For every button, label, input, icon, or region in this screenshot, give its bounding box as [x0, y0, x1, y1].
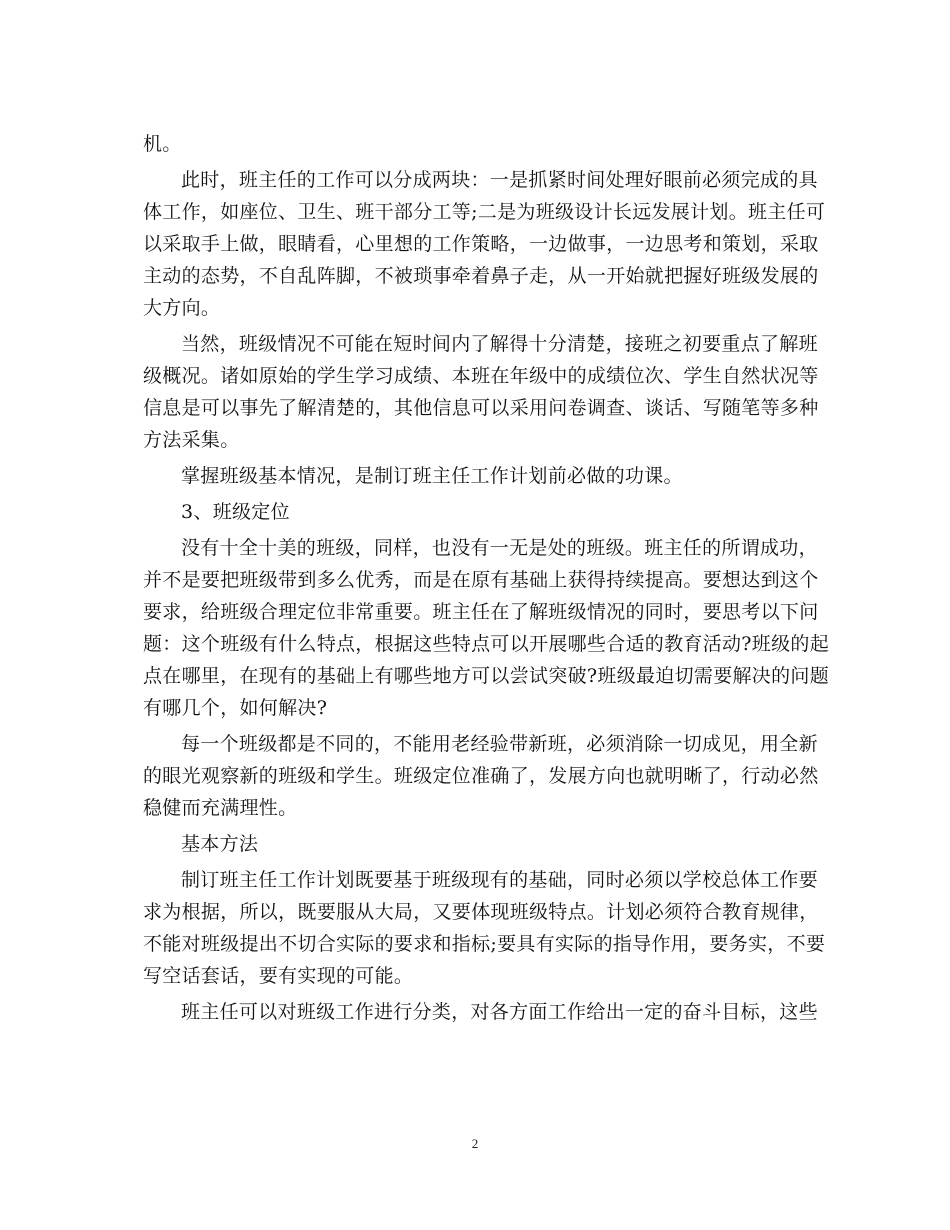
text-line: 题：这个班级有什么特点，根据这些特点可以开展哪些合适的教育活动?班级的起 — [143, 633, 829, 655]
text-line: 掌握班级基本情况，是制订班主任工作计划前必做的功课。 — [181, 465, 683, 487]
text-line: 求为根据，所以，既要服从大局，又要体现班级特点。计划必须符合教育规律， — [143, 901, 819, 923]
text-line: 当然，班级情况不可能在短时间内了解得十分清楚，接班之初要重点了解班 — [181, 333, 818, 355]
paragraph — [143, 728, 819, 824]
text-line: 的眼光观察新的班级和学生。班级定位准确了，发展方向也就明晰了，行动必然 — [143, 765, 819, 787]
text-line: 级概况。诸如原始的学生学习成绩、本班在年级中的成绩位次、学生自然状况等 — [143, 365, 819, 387]
text-line: 点在哪里，在现有的基础上有哪些地方可以尝试突破?班级最迫切需要解决的问题 — [143, 665, 829, 687]
text-line: 体工作，如座位、卫生、班干部分工等;二是为班级设计长远发展计划。班主任可 — [143, 201, 826, 223]
text-line: 方法采集。 — [143, 429, 240, 451]
text-line: 基本方法 — [181, 833, 259, 855]
text-line: 信息是可以事先了解清楚的，其他信息可以采用问卷调查、谈话、写随笔等多种 — [143, 397, 819, 419]
text-line: 制订班主任工作计划既要基于班级现有的基础，同时必须以学校总体工作要 — [181, 869, 818, 891]
text-line: 此时，班主任的工作可以分成两块：一是抓紧时间处理好眼前必须完成的具 — [181, 169, 818, 191]
text-line: 有哪几个，如何解决? — [143, 697, 328, 719]
text-line: 以采取手上做，眼睛看，心里想的工作策略，一边做事，一边思考和策划，采取 — [143, 233, 819, 255]
document-body — [143, 128, 829, 1028]
text-line: 班主任可以对班级工作进行分类，对各方面工作给出一定的奋斗目标，这些 — [181, 1001, 818, 1023]
paragraph — [143, 996, 818, 1028]
page-number: 2 — [471, 1136, 479, 1151]
paragraph — [143, 128, 807, 160]
text-line: 机。 — [143, 133, 182, 155]
paragraph — [143, 328, 819, 456]
text-line: 主动的态势，不自乱阵脚，不被琐事牵着鼻子走，从一开始就把握好班级发展的 — [143, 265, 819, 287]
section-heading — [143, 496, 807, 528]
text-line: 并不是要把班级带到多么优秀，而是在原有基础上获得持续提高。要想达到这个 — [143, 569, 819, 591]
text-line: 稳健而充满理性。 — [143, 797, 298, 819]
paragraph — [143, 460, 807, 492]
text-line: 写空话套话，要有实现的可能。 — [143, 965, 414, 987]
text-line: 没有十全十美的班级，同样，也没有一无是处的班级。班主任的所谓成功， — [181, 537, 818, 559]
text-line: 大方向。 — [143, 297, 221, 319]
paragraph — [143, 864, 826, 992]
paragraph — [143, 532, 829, 724]
section-heading — [143, 828, 807, 860]
text-line: 要求，给班级合理定位非常重要。班主任在了解班级情况的同时，要思考以下问 — [143, 601, 819, 623]
text-line: 3、班级定位 — [181, 501, 290, 523]
text-line: 不能对班级提出不切合实际的要求和指标;要具有实际的指导作用，要务实，不要 — [143, 933, 826, 955]
text-line: 每一个班级都是不同的，不能用老经验带新班，必须消除一切成见，用全新 — [181, 733, 818, 755]
paragraph — [143, 164, 826, 324]
